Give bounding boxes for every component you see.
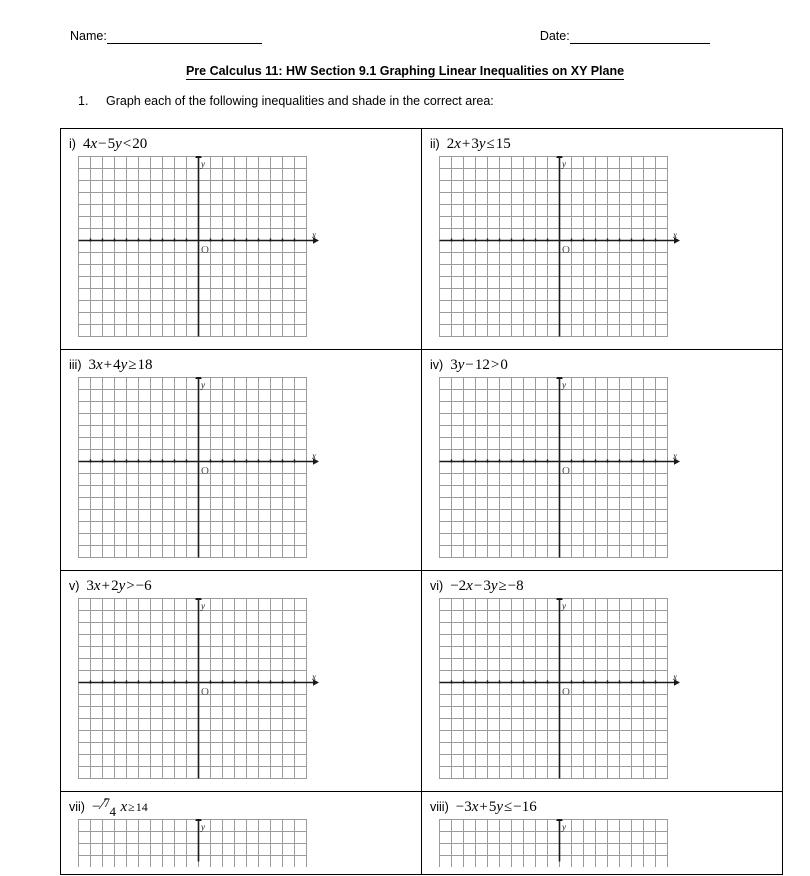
expr-operator: +	[101, 578, 111, 594]
y-axis-label: y	[201, 380, 205, 390]
expr-number: 18	[137, 357, 153, 373]
date-label: Date:	[539, 29, 570, 43]
problem-header	[69, 356, 421, 373]
graph-container[interactable]	[439, 819, 782, 867]
expr-rhs: 14	[135, 800, 148, 814]
graph-container[interactable]	[78, 377, 421, 563]
expr-operator: −	[465, 357, 474, 373]
origin-label: O	[201, 465, 209, 477]
page-title-text: Pre Calculus 11: HW Section 9.1 Graphing Linear Inequalities on XY Plane	[185, 64, 625, 78]
fraction-denominator: 4	[109, 804, 116, 819]
problem-cell[interactable]	[61, 350, 422, 571]
problem-header	[430, 798, 782, 815]
expr-number: 2	[446, 136, 455, 152]
expr-operator: +	[103, 357, 113, 373]
graph-container[interactable]	[78, 156, 421, 342]
expr-operator: +	[479, 799, 488, 815]
origin-label: O	[562, 686, 570, 698]
expr-variable: x	[120, 799, 128, 815]
problem-cell[interactable]	[61, 129, 422, 350]
y-axis-label: y	[562, 380, 566, 390]
expr-number: 3	[450, 357, 458, 373]
expr-operator: >	[126, 578, 135, 594]
problem-cell[interactable]	[422, 792, 783, 875]
problem-label: vii)	[69, 800, 85, 814]
coordinate-grid[interactable]	[439, 598, 681, 784]
y-axis-label: y	[562, 159, 566, 169]
expr-variable: y	[478, 136, 486, 152]
problems-table	[60, 128, 783, 875]
expr-number: −2	[450, 578, 467, 594]
coordinate-grid[interactable]	[439, 377, 681, 563]
expr-operator: ≤	[504, 799, 513, 815]
expr-sign: −	[91, 799, 101, 815]
coordinate-grid[interactable]	[78, 156, 320, 342]
instruction-text: Graph each of the following inequalities and shade in the correct area:	[106, 94, 494, 108]
fraction-seven-fourths	[100, 794, 120, 819]
coordinate-grid[interactable]	[78, 377, 320, 563]
expr-variable: y	[118, 578, 126, 594]
y-axis-label: y	[562, 822, 566, 832]
problem-cell[interactable]	[422, 129, 783, 350]
expr-number: 3	[86, 578, 94, 594]
expr-operator: >	[490, 357, 500, 373]
name-blank-line[interactable]	[107, 32, 262, 44]
expr-number: 4	[113, 357, 121, 373]
expr-variable: x	[454, 136, 461, 152]
problem-label: i)	[69, 137, 76, 151]
date-field-group	[540, 28, 710, 44]
graph-container[interactable]	[439, 377, 782, 563]
problem-header	[69, 794, 421, 819]
header	[0, 28, 810, 44]
problems-table-row	[61, 350, 783, 571]
expr-number: 3	[471, 136, 479, 152]
problem-label: viii)	[430, 800, 449, 814]
problem-cell[interactable]	[422, 350, 783, 571]
expr-variable: y	[496, 799, 504, 815]
inequality-expression	[450, 357, 508, 373]
x-axis-label: x	[312, 672, 316, 682]
problem-header	[430, 135, 782, 152]
name-label: Name:	[70, 29, 107, 43]
problem-header	[69, 135, 421, 152]
expr-variable: x	[466, 578, 473, 594]
expr-operator: ≥	[498, 578, 507, 594]
problem-header	[69, 577, 421, 594]
expr-variable: x	[90, 136, 98, 152]
graph-container[interactable]	[439, 156, 782, 342]
inequality-expression	[83, 136, 147, 152]
expr-number: 0	[500, 357, 508, 373]
problem-label: iii)	[69, 358, 82, 372]
expr-number: 3	[88, 357, 96, 373]
expr-variable: x	[96, 357, 103, 373]
page-title	[0, 64, 810, 78]
inequality-expression	[86, 578, 151, 594]
fraction-slash: ⁄	[101, 794, 105, 813]
inequality-expression	[91, 794, 148, 819]
expr-number: 4	[82, 136, 91, 152]
origin-label: O	[562, 465, 570, 477]
expr-number: 5	[107, 136, 116, 152]
expr-operator: −	[473, 578, 483, 594]
x-axis-label: x	[312, 230, 316, 240]
instruction-number: 1.	[78, 94, 89, 108]
x-axis-label: x	[673, 451, 677, 461]
expr-operator: <	[122, 136, 132, 152]
problems-table-row	[61, 129, 783, 350]
graph-container[interactable]	[439, 598, 782, 784]
expr-number: −16	[513, 799, 537, 815]
expr-operator: +	[461, 136, 471, 152]
problems-table-body	[61, 129, 783, 875]
y-axis-label: y	[201, 159, 205, 169]
y-axis-label: y	[562, 601, 566, 611]
inequality-expression	[447, 136, 511, 152]
inequality-expression	[89, 357, 153, 373]
expr-number: 20	[132, 136, 148, 152]
coordinate-grid[interactable]	[78, 598, 320, 784]
expr-variable: y	[120, 357, 128, 373]
expr-variable: x	[93, 578, 101, 594]
coordinate-grid[interactable]	[78, 819, 320, 867]
name-field-group	[70, 28, 262, 44]
expr-variable: x	[471, 799, 479, 815]
problem-header	[430, 356, 782, 373]
date-blank-line[interactable]	[570, 32, 710, 44]
problem-cell[interactable]	[422, 571, 783, 792]
expr-number: −8	[507, 578, 524, 594]
expr-number: 12	[474, 357, 490, 373]
fraction-numerator: 7	[103, 795, 110, 810]
instruction-line	[78, 94, 494, 108]
expr-variable: y	[457, 357, 465, 373]
y-axis-label: y	[201, 601, 205, 611]
problem-header	[430, 577, 782, 594]
problem-label: vi)	[430, 579, 444, 593]
coordinate-grid[interactable]	[439, 819, 681, 867]
graph-container[interactable]	[78, 819, 421, 867]
expr-number: −3	[455, 799, 472, 815]
problem-cell[interactable]	[61, 792, 422, 875]
y-axis-label: y	[201, 822, 205, 832]
problem-label: v)	[69, 579, 80, 593]
expr-operator: ≤	[486, 136, 495, 152]
expr-number: 3	[483, 578, 491, 594]
expr-number: 2	[111, 578, 119, 594]
x-axis-label: x	[673, 672, 677, 682]
problem-label: iv)	[430, 358, 444, 372]
expr-operator: ≥	[128, 357, 137, 373]
inequality-expression	[450, 578, 523, 594]
coordinate-grid[interactable]	[439, 156, 681, 342]
problem-cell[interactable]	[61, 571, 422, 792]
graph-container[interactable]	[78, 598, 421, 784]
expr-relation: ≥	[128, 800, 135, 814]
expr-variable: y	[115, 136, 122, 152]
x-axis-label: x	[312, 451, 316, 461]
inequality-expression	[456, 799, 537, 815]
expr-number: 5	[488, 799, 497, 815]
expr-variable: y	[490, 578, 498, 594]
origin-label: O	[562, 244, 570, 256]
problem-label: ii)	[430, 137, 440, 151]
problems-table-row	[61, 571, 783, 792]
expr-number: −6	[135, 578, 152, 594]
problems-table-row	[61, 792, 783, 875]
x-axis-label: x	[673, 230, 677, 240]
origin-label: O	[201, 686, 209, 698]
origin-label: O	[201, 244, 209, 256]
expr-number: 15	[495, 136, 511, 152]
expr-operator: −	[98, 136, 107, 152]
